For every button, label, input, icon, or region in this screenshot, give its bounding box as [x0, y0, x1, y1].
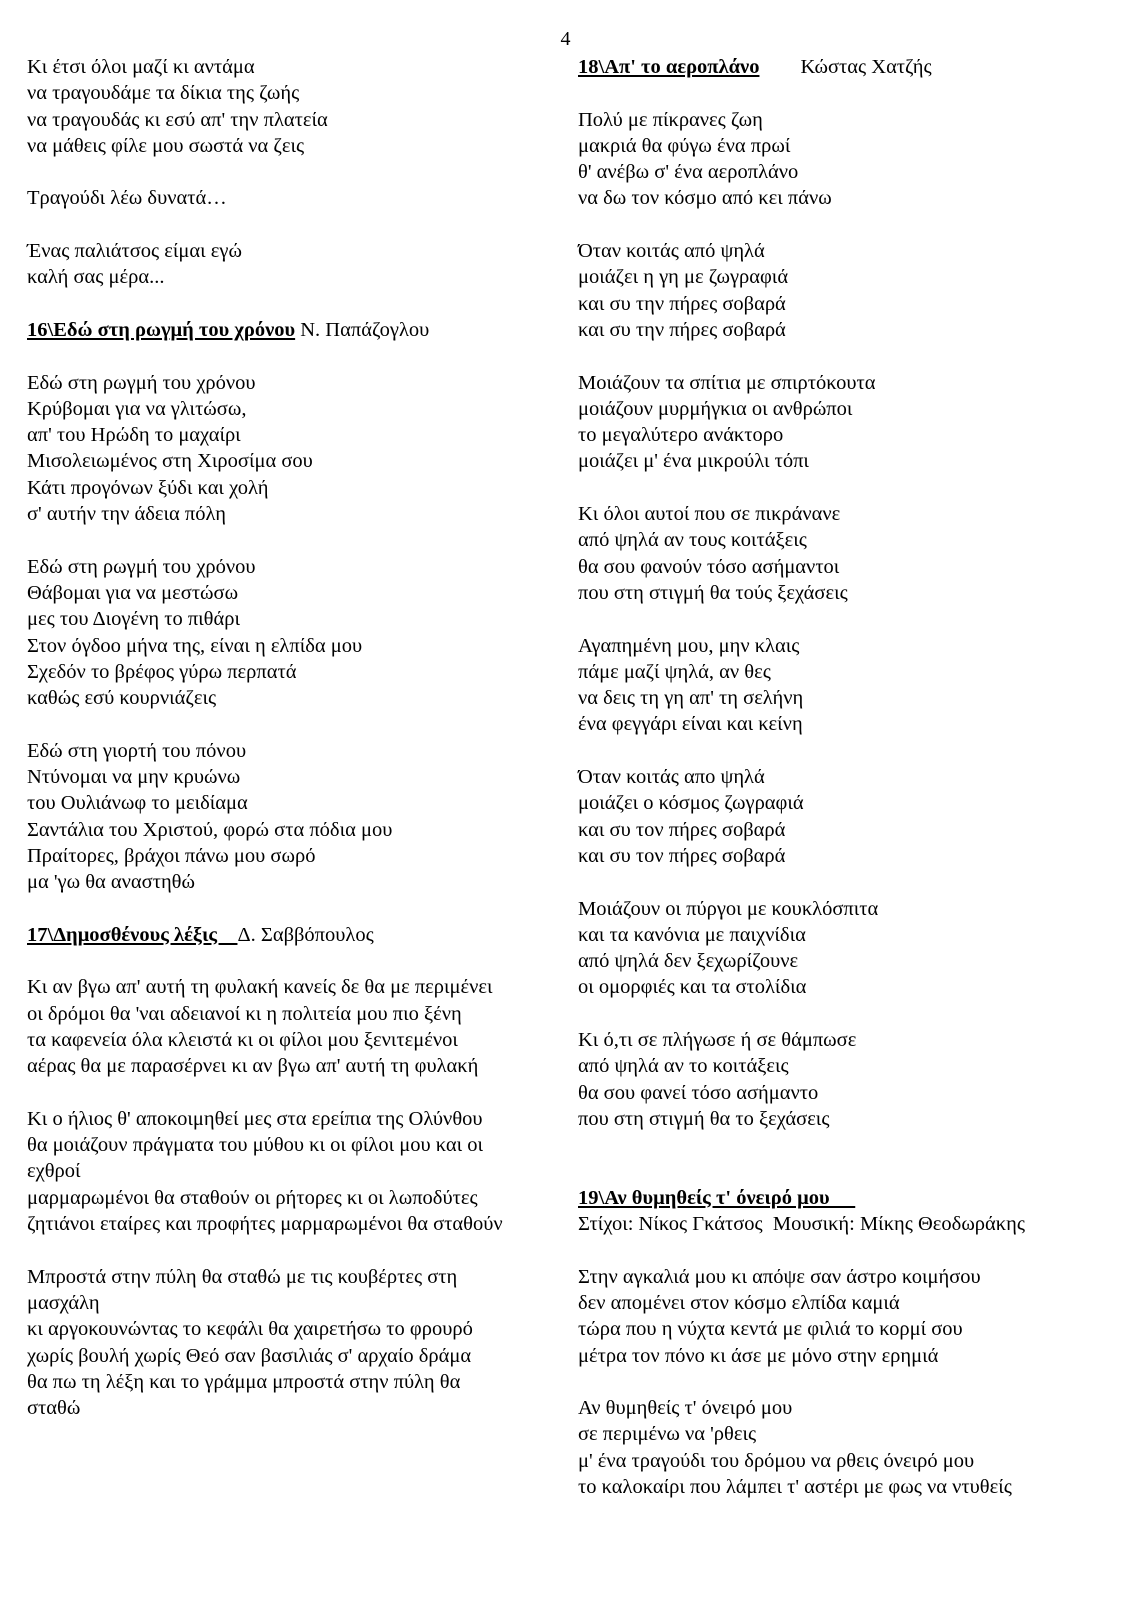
lyric-line: μοιάζει η γη με ζωγραφιά [578, 266, 789, 289]
blank-line [578, 1001, 1123, 1027]
lyric-line: από ψηλά δεν ξεχωρίζουνε [578, 950, 799, 973]
lyric-line: Μοιάζουν οι πύργοι με κουκλόσπιτα [578, 897, 879, 920]
song-author: Ν. Παπάζογλου [295, 318, 430, 341]
lyric-line: Αν θυμηθείς τ' όνειρό μου [578, 1397, 793, 1420]
blank-line [27, 948, 572, 974]
song-title: 17\Δημοσθένους λέξις [27, 923, 238, 946]
lyric-line: και συ την πήρες σοβαρά [578, 318, 786, 341]
lyric-line: Μπροστά στην πύλη θα σταθώ με τις κουβέρτες στη [27, 1265, 458, 1288]
blank-line [27, 343, 572, 369]
lyric-line: δεν απομένει στον κόσμο ελπίδα καμιά [578, 1291, 900, 1314]
lyric-line: θα πω τη λέξη και το γράμμα μπροστά στην πύλη θα [27, 1370, 461, 1393]
song-title-line [578, 1185, 1123, 1211]
lyric-line: Κι όλοι αυτοί που σε πικράνανε [578, 503, 841, 526]
lyric-line: μοιάζει μ' ένα μικρούλι τόπι [578, 450, 809, 473]
lyric-line: να μάθεις φίλε μου σωστά να ζεις [27, 134, 305, 157]
lyric-line: σε περιμένω να 'ρθεις [578, 1423, 757, 1446]
blank-line [578, 343, 1123, 369]
song-title: 18\Απ' το αεροπλάνο [578, 56, 760, 78]
blank-line [578, 475, 1123, 501]
blank-line [27, 159, 572, 185]
lyric-line: Στον όγδοο μήνα της, είναι η ελπίδα μου [27, 634, 363, 657]
lyric-line: να τραγουδάς κι εσύ απ' την πλατεία [27, 108, 328, 131]
blank-line [27, 1237, 572, 1263]
song-title: 16\Εδώ στη ρωγμή του χρόνου [27, 318, 296, 341]
blank-line [578, 1132, 1123, 1158]
blank-line [27, 1080, 572, 1106]
lyric-line: σ' αυτήν την άδεια πόλη [27, 503, 226, 526]
lyric-line: Σαντάλια του Χριστού, φορώ στα πόδια μου [27, 818, 393, 841]
lyric-line: ζητιάνοι εταίρες και προφήτες μαρμαρωμένοι θα σταθούν [27, 1213, 503, 1236]
blank-line [27, 291, 572, 317]
blank-line [578, 80, 1123, 106]
song-title-line [27, 317, 572, 343]
lyric-line: μέτρα τον πόνο κι άσε με μόνο στην ερημιά [578, 1344, 939, 1367]
lyric-line: μοιάζουν μυρμήγκια οι ανθρώποι [578, 397, 853, 420]
blank-line [578, 1369, 1123, 1395]
lyric-line: το καλοκαίρι που λάμπει τ' αστέρι με φως να ντυθείς [578, 1476, 1012, 1499]
blank-line [27, 896, 572, 922]
lyric-line: και συ τον πήρες σοβαρά [578, 818, 786, 841]
lyric-line: Όταν κοιτάς απο ψηλά [578, 766, 765, 789]
lyric-line: Αγαπημένη μου, μην κλαις [578, 634, 800, 657]
lyric-line: απ' του Ηρώδη το μαχαίρι [27, 424, 241, 447]
song-author: Κώστας Χατζής [759, 56, 932, 78]
lyric-line: που στη στιγμή θα το ξεχάσεις [578, 1107, 830, 1130]
blank-line [578, 212, 1123, 238]
lyric-line: θα σου φανεί τόσο ασήμαντο [578, 1081, 819, 1104]
lyric-line: καθώς εσύ κουρνιάζεις [27, 687, 217, 710]
lyric-line: Ένας παλιάτσος είμαι εγώ [27, 240, 242, 263]
blank-line [27, 711, 572, 737]
lyric-line: μα 'γω θα αναστηθώ [27, 871, 195, 894]
blank-line [578, 1237, 1123, 1263]
blank-line [27, 527, 572, 553]
lyric-line: μακριά θα φύγω ένα πρωί [578, 134, 791, 157]
lyric-line: μασχάλη [27, 1291, 100, 1314]
blank-line [578, 869, 1123, 895]
lyric-line: και συ την πήρες σοβαρά [578, 292, 786, 315]
blank-line [578, 1158, 1123, 1184]
lyric-line: τώρα που η νύχτα κεντά με φιλιά το κορμί σου [578, 1318, 963, 1341]
lyric-line: Σχεδόν το βρέφος γύρω περπατά [27, 660, 297, 683]
lyric-line: Όταν κοιτάς από ψηλά [578, 240, 765, 263]
left-column [27, 54, 572, 1421]
page-number: 4 [560, 28, 571, 50]
lyric-line: Τραγούδι λέω δυνατά… [27, 187, 227, 210]
lyric-line: που στη στιγμή θα τούς ξεχάσεις [578, 581, 848, 604]
lyric-line: Κάτι προγόνων ξύδι και χολή [27, 476, 269, 499]
lyric-line: Μισολειωμένος στη Χιροσίμα σου [27, 450, 313, 473]
lyric-line: από ψηλά αν το κοιτάξεις [578, 1055, 789, 1078]
lyric-line: Στίχοι: Νίκος Γκάτσος Μουσική: Μίκης Θεοδωράκης [578, 1213, 1025, 1236]
blank-line [578, 738, 1123, 764]
lyric-line: θ' ανέβω σ' ένα αεροπλάνο [578, 161, 799, 184]
lyric-line: Πραίτορες, βράχοι πάνω μου σωρό [27, 844, 316, 867]
lyric-line: Στην αγκαλιά μου κι απόψε σαν άστρο κοιμήσου [578, 1265, 981, 1288]
lyric-line: Εδώ στη γιορτή του πόνου [27, 739, 247, 762]
lyric-line: οι ομορφιές και τα στολίδια [578, 976, 807, 999]
lyric-line: σταθώ [27, 1397, 81, 1420]
lyric-line: να δω τον κόσμο από κει πάνω [578, 187, 832, 210]
lyric-line: του Ουλιάνωφ το μειδίαμα [27, 792, 248, 815]
lyric-line: ένα φεγγάρι είναι και κείνη [578, 713, 803, 736]
lyric-line: μες του Διογένη το πιθάρι [27, 608, 240, 631]
lyric-line: τα καφενεία όλα κλειστά κι οι φίλοι μου ξενιτεμένοι [27, 1028, 458, 1051]
lyric-line: να δεις τη γη απ' τη σελήνη [578, 687, 804, 710]
lyric-line: αέρας θα με παρασέρνει κι αν βγω απ' αυτή τη φυλακή [27, 1055, 479, 1078]
lyric-line: Μοιάζουν τα σπίτια με σπιρτόκουτα [578, 371, 876, 394]
lyric-line: Κι ο ήλιος θ' αποκοιμηθεί μες στα ερείπια της Ολύνθου [27, 1107, 483, 1130]
song-author: Δ. Σαββόπουλος [237, 923, 374, 946]
lyric-line: το μεγαλύτερο ανάκτορο [578, 424, 784, 447]
lyric-line: θα μοιάζουν πράγματα του μύθου κι οι φίλοι μου και οι [27, 1134, 484, 1157]
blank-line [578, 606, 1123, 632]
lyric-line: Εδώ στη ρωγμή του χρόνου [27, 555, 256, 578]
lyric-line: εχθροί [27, 1160, 81, 1183]
lyric-line: Πολύ με πίκρανες ζωη [578, 108, 763, 131]
right-column [578, 54, 1123, 1500]
lyric-line: καλή σας μέρα... [27, 266, 165, 289]
lyric-line: θα σου φανούν τόσο ασήμαντοι [578, 555, 840, 578]
song-title: 19\Αν θυμηθείς τ' όνειρό μου [578, 1186, 856, 1209]
lyric-line: και τα κανόνια με παιχνίδια [578, 923, 806, 946]
blank-line [27, 212, 572, 238]
lyric-line: χωρίς βουλή χωρίς Θεό σαν βασιλιάς σ' αρχαίο δράμα [27, 1344, 472, 1367]
lyric-line: Κι έτσι όλοι μαζί κι αντάμα [27, 56, 255, 78]
lyric-line: Κι αν βγω απ' αυτή τη φυλακή κανείς δε θα με περιμένει [27, 976, 493, 999]
lyric-line: Ντύνομαι να μην κρυώνω [27, 766, 241, 789]
lyric-line: οι δρόμοι θα 'ναι αδειανοί κι η πολιτεία μου πιο ξένη [27, 1002, 462, 1025]
lyric-line: κι αργοκουνώντας το κεφάλι θα χαιρετήσω το φρουρό [27, 1318, 473, 1341]
lyric-line: πάμε μαζί ψηλά, αν θες [578, 660, 771, 683]
lyric-line: και συ τον πήρες σοβαρά [578, 844, 786, 867]
song-title-line [27, 922, 572, 948]
lyric-line: από ψηλά αν τους κοιτάξεις [578, 529, 807, 552]
lyric-line: Κι ό,τι σε πλήγωσε ή σε θάμπωσε [578, 1028, 857, 1051]
lyric-line: μοιάζει ο κόσμος ζωγραφιά [578, 792, 804, 815]
lyric-line: Εδώ στη ρωγμή του χρόνου [27, 371, 256, 394]
lyric-line: μ' ένα τραγούδι του δρόμου να ρθεις όνειρό μου [578, 1449, 975, 1472]
lyric-line: Κρύβομαι για να γλιτώσω, [27, 397, 247, 420]
lyric-line: μαρμαρωμένοι θα σταθούν οι ρήτορες κι οι λωποδύτες [27, 1186, 478, 1209]
song-title-line [578, 54, 1123, 80]
lyric-line: Θάβομαι για να μεστώσω [27, 581, 239, 604]
lyric-line: να τραγουδάμε τα δίκια της ζωής [27, 82, 300, 105]
